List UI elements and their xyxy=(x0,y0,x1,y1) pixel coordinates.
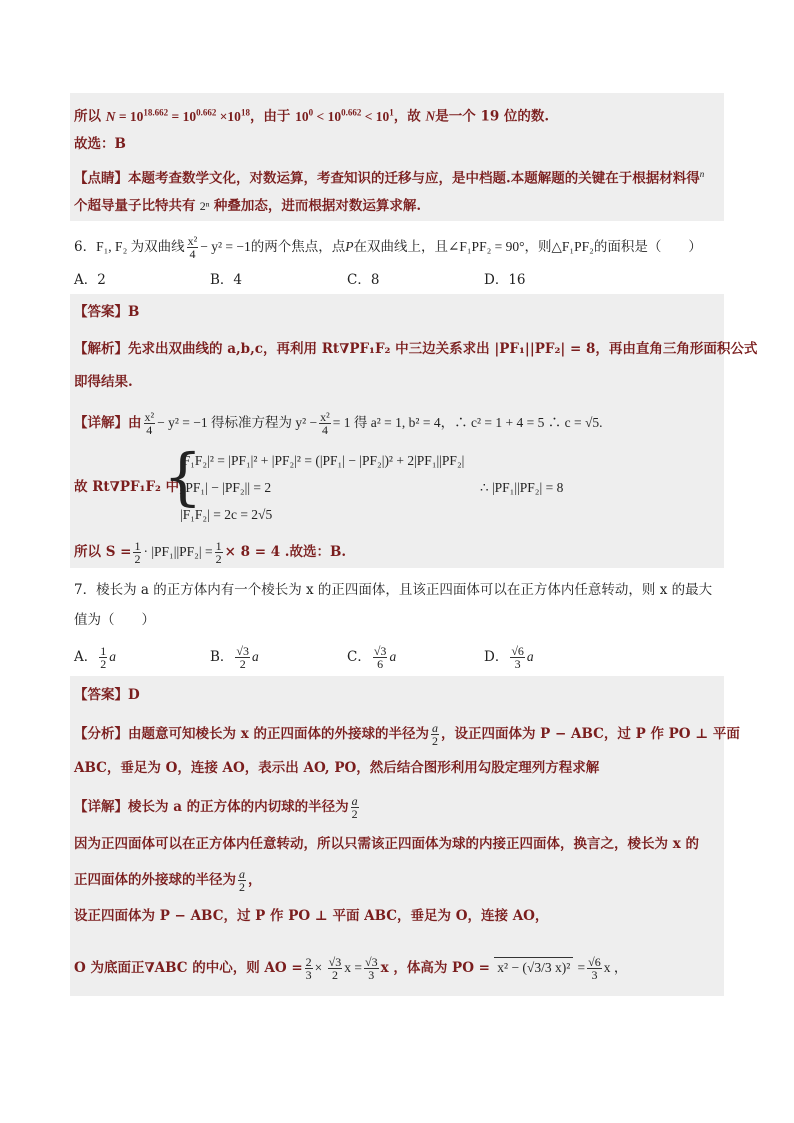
q7-detail-3: 正四面体的外接球的半径为 $\frac{a}{2}$ ， xyxy=(74,867,262,894)
q6-option-a: A．2 xyxy=(74,272,106,288)
q6-system-eq-3: |F₁F₂| = 2c = 2√5 xyxy=(180,507,273,522)
q6-stem: 6．F₁, F₂ 为双曲线 $\frac{\text{x²}}{4}$ − y² = −1的两个焦点，点P在双曲线上，且∠F₁PF₂ = 90°，则△F₁PF₂的面积是（ ） xyxy=(74,234,702,261)
answer-choice-line: 故选：B xyxy=(74,136,126,152)
q6-system-prefix: 故 Rt∇PF₁F₂ 中， xyxy=(74,479,193,495)
q6-area: 所以 S = $\frac{1}{2}$ · |PF₁||PF₂| = $\frac{1}{2}$ × 8 = 4 .故选：B. xyxy=(74,539,347,566)
sqrt-expression: x² − (√3/3 x)² xyxy=(494,957,573,977)
q7-option-b: B． $\frac{√3}{2}$ a xyxy=(210,644,259,671)
q6-detail: 【详解】由 $\frac{\text{x²}}{4}$ − y² = −1 得标准方程为 y² − $\frac{\text{x²}}{4}$ = 1 得 a² = 1, b² = 4，∴ c² = 1 + 4 = 5 ∴ c = √5. xyxy=(74,410,603,437)
q6-analysis: 【解析】先求出双曲线的 a,b,c，再利用 Rt∇PF₁F₂ 中三边关系求出 |PF₁||PF₂| = 8，再由直角三角形面积公式 xyxy=(74,341,758,357)
conclusion-line: 所以 $N = 10^{18.662} = 10^{0.662} \times 10^{18}$，由于 $10^0 < 10^{0.662} < 10^1$，故 N是一个 19 位的数. xyxy=(74,107,550,125)
q6-analysis-cont: 即得结果. xyxy=(74,374,133,390)
comment-line-1: 【点睛】本题考查数学文化，对数运算，考查知识的迁移与应，是中档题.本题解题的关键在于根据材料得$^n$ xyxy=(74,169,705,187)
formula-n-value: $N = 10^{18.662} = 10^{0.662} \times 10^{18}$ xyxy=(105,107,250,124)
q7-stem-2: 值为（ ） xyxy=(74,612,155,628)
q7-option-d: D． $\frac{√6}{3}$ a xyxy=(484,644,534,671)
q7-answer: 【答案】D xyxy=(74,687,140,703)
q6-system-eq-2: ||PF₁| − |PF₂|| = 2 xyxy=(180,480,272,495)
q7-option-c: C． $\frac{√3}{6}$ a xyxy=(347,644,397,671)
q6-system-result: ∴ |PF₁||PF₂| = 8 xyxy=(480,480,564,495)
q6-option-b: B．4 xyxy=(210,272,243,288)
q6-system-eq-1: |F₁F₂|² = |PF₁|² + |PF₂|² = (|PF₁| − |PF₂|)² + 2|PF₁||PF₂| xyxy=(180,453,465,468)
q6-option-c: C．8 xyxy=(347,272,380,288)
q6-option-d: D．16 xyxy=(484,272,526,288)
comment-line-2: 个超导量子比特共有 2ⁿ 种叠加态，进而根据对数运算求解. xyxy=(74,198,422,214)
q7-option-a: A． $\frac{1}{2}$ a xyxy=(74,644,116,671)
brace-icon: { xyxy=(163,440,203,513)
q7-analysis: 【分析】由题意可知棱长为 x 的正四面体的外接球的半径为 $\frac{a}{2}$ ，设正四面体为 P − ABC，过 P 作 PO ⊥ 平面 xyxy=(74,721,740,748)
q7-analysis-cont: ABC，垂足为 O，连接 AO，表示出 AO, PO，然后结合图形利用勾股定理列方程求解 xyxy=(74,760,600,776)
q7-detail-5: O 为底面正∇ABC 的中心，则 AO = $\frac{2}{3}$ × $\frac{√3}{2}$ x = $\frac{√3}{3}$ x ，体高为 PO = x² − (√3/3 x)² = $\frac{√6}{3}$ x ， xyxy=(74,955,628,982)
q6-answer: 【答案】B xyxy=(74,304,140,320)
q7-detail-1: 【详解】棱长为 a 的正方体的内切球的半径为 $\frac{a}{2}$ xyxy=(74,794,358,821)
q7-detail-4: 设正四面体为 P − ABC，过 P 作 PO ⊥ 平面 ABC，垂足为 O，连接 AO， xyxy=(74,908,549,924)
q7-stem-1: 7．棱长为 a 的正方体内有一个棱长为 x 的正四面体，且该正四面体可以在正方体内任意转动，则 x 的最大 xyxy=(74,582,713,598)
q7-detail-2: 因为正四面体可以在正方体内任意转动，所以只需该正四面体为球的内接正四面体，换言之，棱长为 x 的 xyxy=(74,836,699,852)
